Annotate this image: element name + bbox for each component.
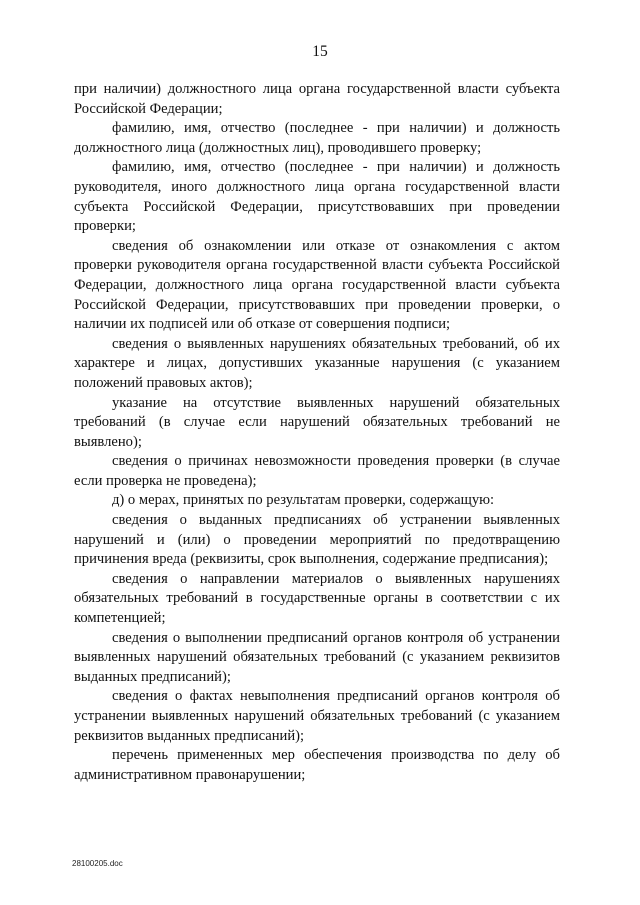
document-body — [74, 80, 560, 785]
paragraph-7: сведения о причинах невозможности проведения проверки (в случае если проверка не проведена); — [74, 453, 560, 489]
paragraph-12: сведения о фактах невыполнения предписаний органов контроля об устранении выявленных нарушений обязательных требований (с указанием реквизитов выданных предписаний); — [74, 688, 560, 744]
footer-filename: 28100205.doc — [72, 859, 123, 868]
paragraph-13: перечень примененных мер обеспечения производства по делу об административном правонарушении; — [74, 747, 560, 783]
paragraph-9: сведения о выданных предписаниях об устранении выявленных нарушений и (или) о проведении мероприятий по предотвращению причинения вреда (реквизиты, срок выполнения, содержание предписания); — [74, 512, 560, 568]
paragraph-3: фамилию, имя, отчество (последнее - при наличии) и должность руководителя, иного должностного лица органа государственной власти субъекта Российской Федерации, присутствовавших при проведении проверки; — [74, 159, 560, 235]
paragraph-4: сведения об ознакомлении или отказе от ознакомления с актом проверки руководителя органа государственной власти субъекта Российской Федерации, должностного лица органа государственной власти субъекта Российской Федерации, присутствовавших при проведении проверки, о наличии их подписей или об отказе от совершения подписи; — [74, 237, 560, 333]
paragraph-5: сведения о выявленных нарушениях обязательных требований, об их характере и лицах, допустивших указанные нарушения (с указанием положений правовых актов); — [74, 335, 560, 391]
paragraph-11: сведения о выполнении предписаний органов контроля об устранении выявленных нарушений обязательных требований (с указанием реквизитов выданных предписаний); — [74, 629, 560, 685]
page-number: 15 — [312, 43, 328, 60]
paragraph-1: при наличии) должностного лица органа государственной власти субъекта Российской Федерации; — [74, 81, 560, 117]
paragraph-2: фамилию, имя, отчество (последнее - при наличии) и должность должностного лица (должностных лиц), проводившего проверку; — [74, 120, 560, 156]
paragraph-6: указание на отсутствие выявленных нарушений обязательных требований (в случае если нарушений обязательных требований не выявлено); — [74, 394, 560, 450]
paragraph-8: д) о мерах, принятых по результатам проверки, содержащую: — [112, 492, 495, 509]
paragraph-10: сведения о направлении материалов о выявленных нарушениях обязательных требований в государственные органы в соответствии с их компетенцией; — [74, 570, 560, 627]
